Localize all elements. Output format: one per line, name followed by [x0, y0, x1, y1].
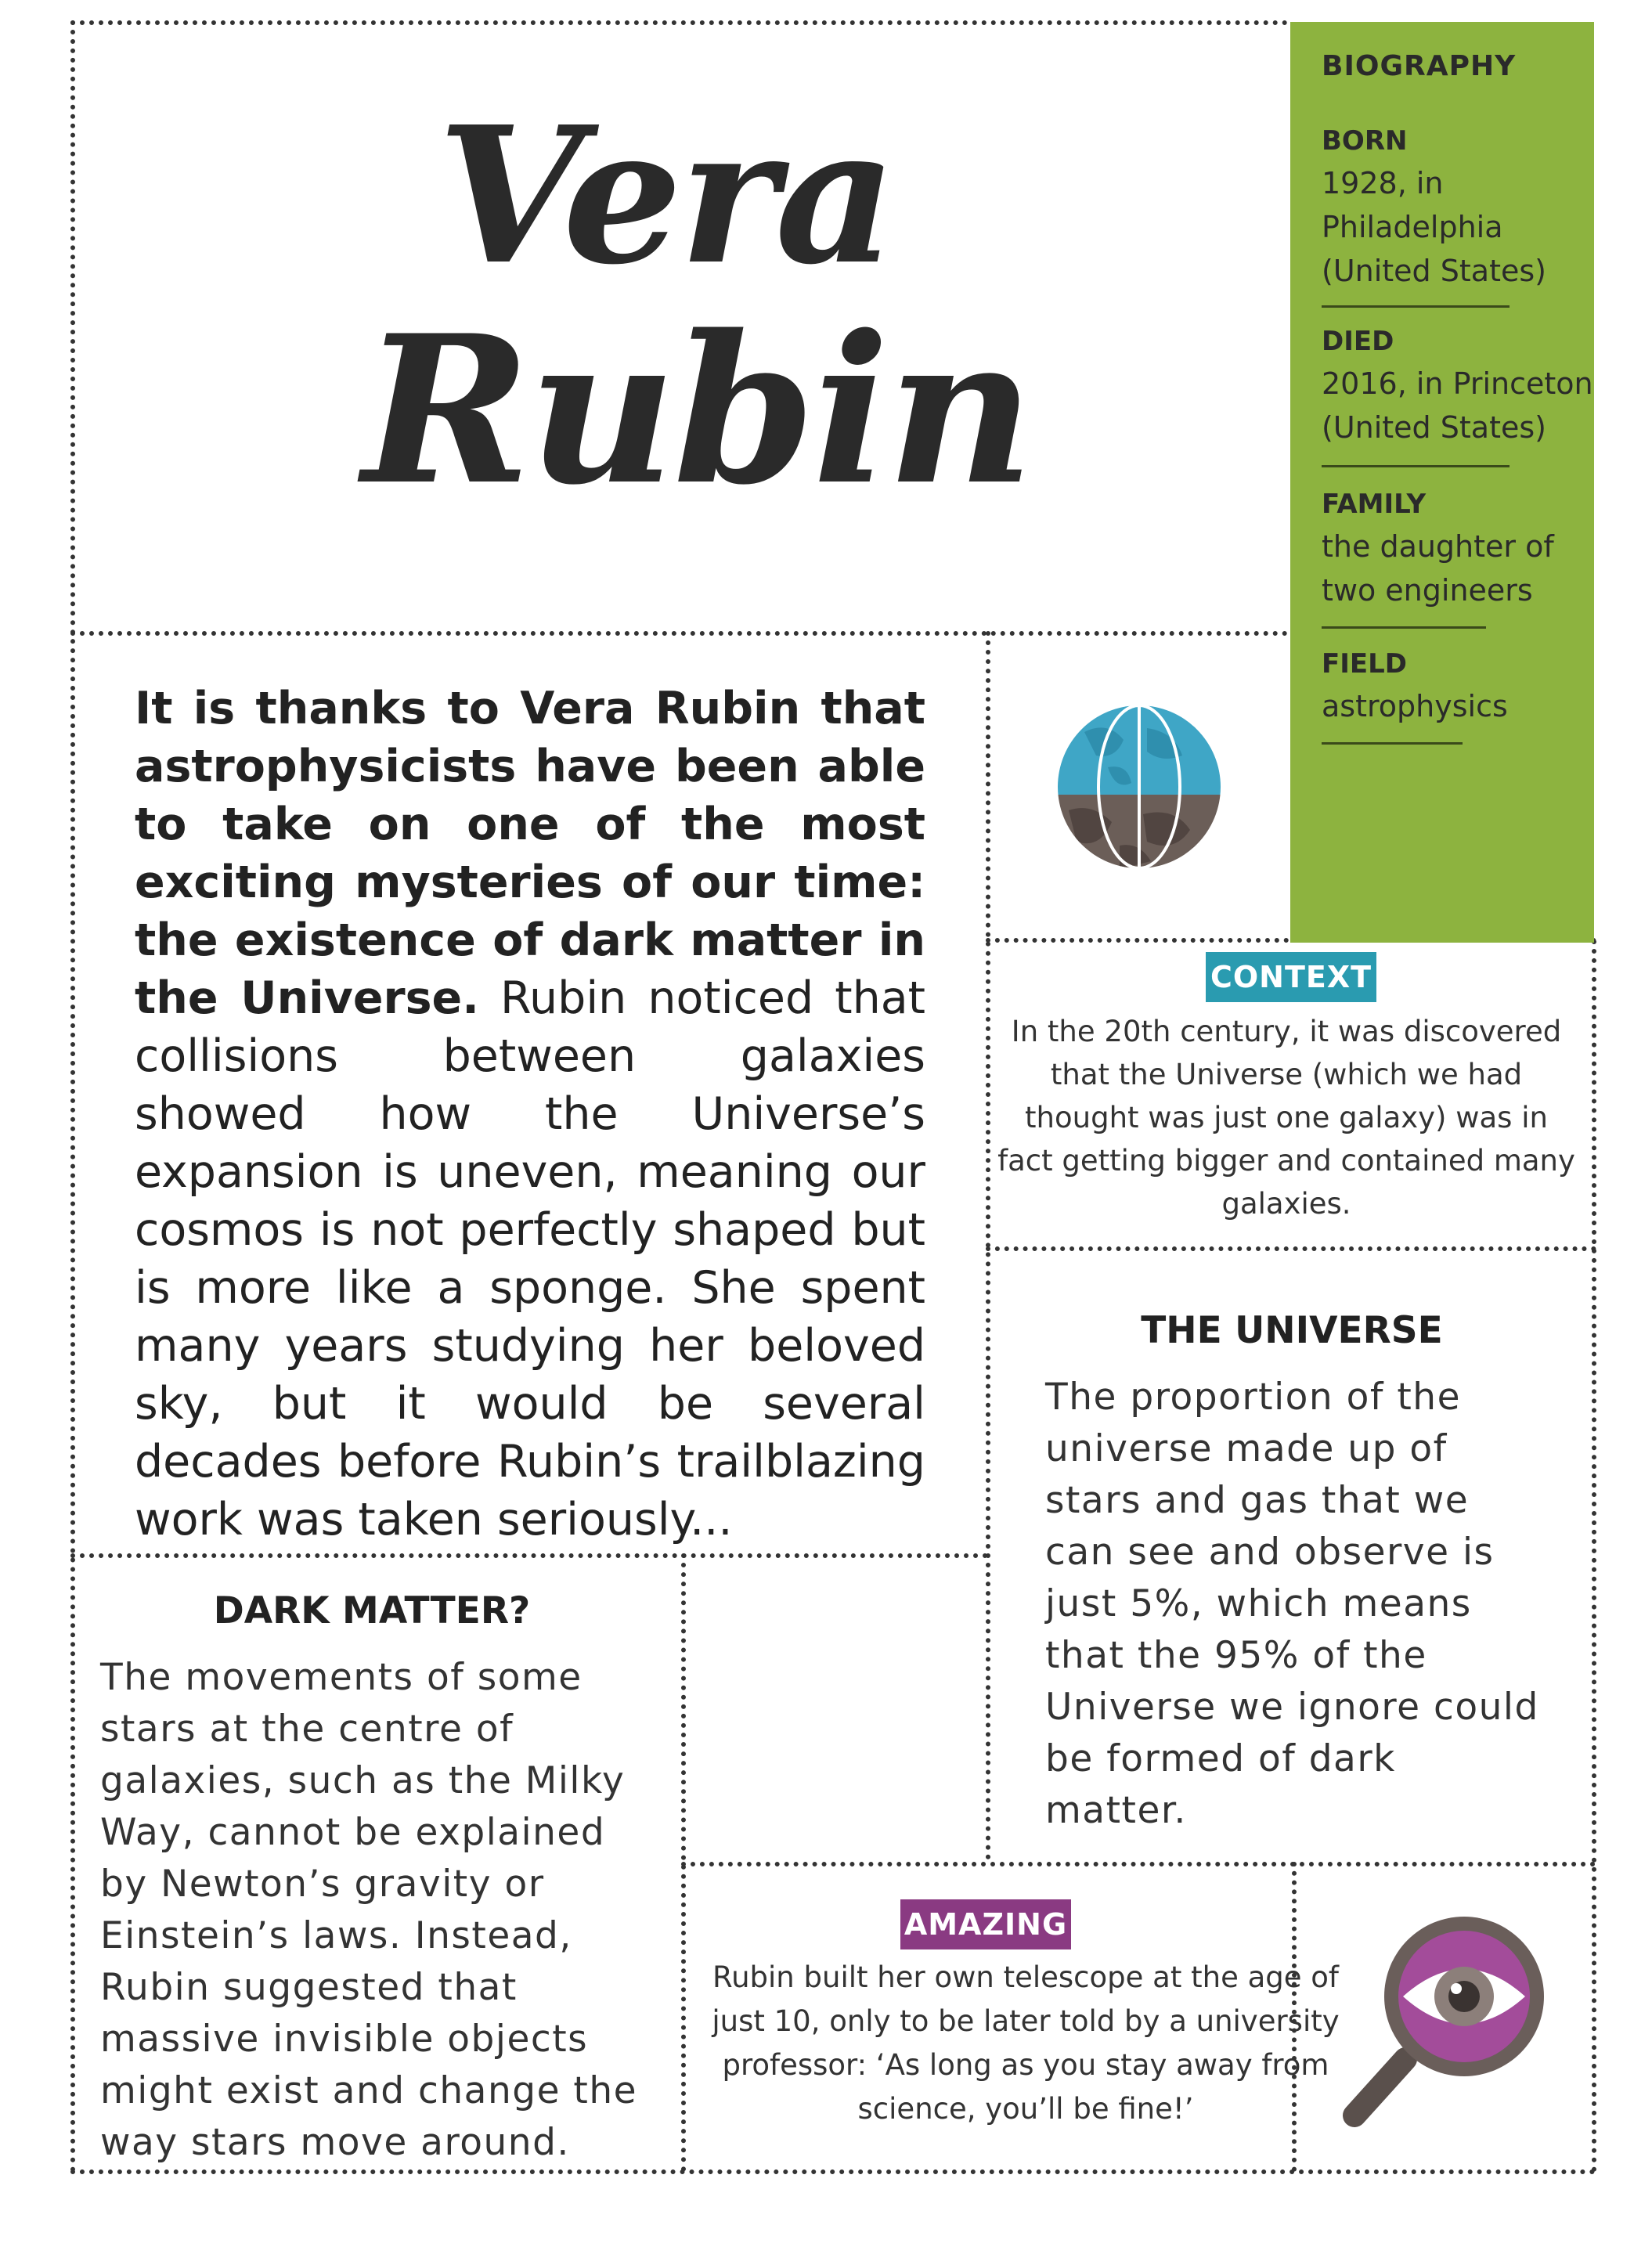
intro-bold-text: It is thanks to Vera Rubin that astrophysicists have been able to take on one of the most exciting mysteries of our time: the existence of dark matter in the Universe. [135, 683, 925, 1024]
died-label: DIED [1322, 326, 1394, 357]
dark-matter-text: The movements of some stars at the centre of galaxies, such as the Milky Way, cannot be explained by Newton’s gravity or Einstein’s laws. Instead, Rubin suggested that massive invisible objects might exist and change the way stars move around. [100, 1656, 638, 2164]
intro-bottom-divider [70, 1553, 988, 1558]
title-first-name: Vera [437, 85, 894, 306]
intro-regular-text: Rubin noticed that collisions between galaxies showed how the Universe’s expansion is uneven, meaning our cosmos is not perfectly shaped but is more like a sponge. She spent many years studying her beloved sky, but it would be several decades before Rubin’s trailblazing work was taken seriously... [135, 972, 925, 1545]
magnifying-glass-eye-icon [1331, 1910, 1558, 2137]
born-value: 1928, in Philadelphia (United States) [1322, 166, 1546, 288]
title-divider [70, 631, 1288, 636]
universe-heading: THE UNIVERSE [1141, 1309, 1443, 1352]
frame-left-border [70, 20, 75, 2173]
amazing-badge: AMAZING [900, 1899, 1071, 1949]
frame-bottom-border [70, 2169, 1596, 2174]
died-value: 2016, in Princeton (United States) [1322, 366, 1593, 445]
dark-matter-heading: DARK MATTER? [213, 1589, 531, 1632]
universe-text: The proportion of the universe made up of stars and gas that we can see and observe is just 5%, which means that the 95% of the Universe we ignore could be formed of dark matter. [1045, 1376, 1539, 1832]
biography-heading: BIOGRAPHY [1322, 50, 1517, 82]
amazing-top-divider [681, 1862, 1596, 1866]
frame-top-border [70, 20, 1288, 25]
frame-right-border [1592, 940, 1596, 2173]
born-divider [1322, 305, 1510, 308]
globe-icon [1053, 701, 1225, 873]
field-divider [1322, 742, 1463, 745]
born-label: BORN [1322, 125, 1408, 157]
field-value: astrophysics [1322, 689, 1508, 723]
family-label: FAMILY [1322, 489, 1427, 520]
family-divider [1322, 626, 1486, 629]
context-bottom-divider [986, 1246, 1596, 1251]
intro-paragraph [135, 680, 925, 1549]
amazing-text: Rubin built her own telescope at the age of just 10, only to be later told by a university professor: ‘As long as you stay away from science, you’ll be fine!’ [712, 1960, 1340, 2126]
context-text: In the 20th century, it was discovered that the Universe (which we had thought was just one galaxy) was in fact getting bigger and contained many galaxies. [997, 1015, 1575, 1221]
biography-panel [1290, 22, 1594, 943]
family-value: the daughter of two engineers [1322, 529, 1554, 608]
died-divider [1322, 465, 1510, 467]
title-last-name: Rubin [362, 291, 1032, 530]
field-label: FIELD [1322, 648, 1407, 680]
context-badge: CONTEXT [1206, 952, 1376, 1002]
intro-right-divider [986, 631, 990, 1860]
